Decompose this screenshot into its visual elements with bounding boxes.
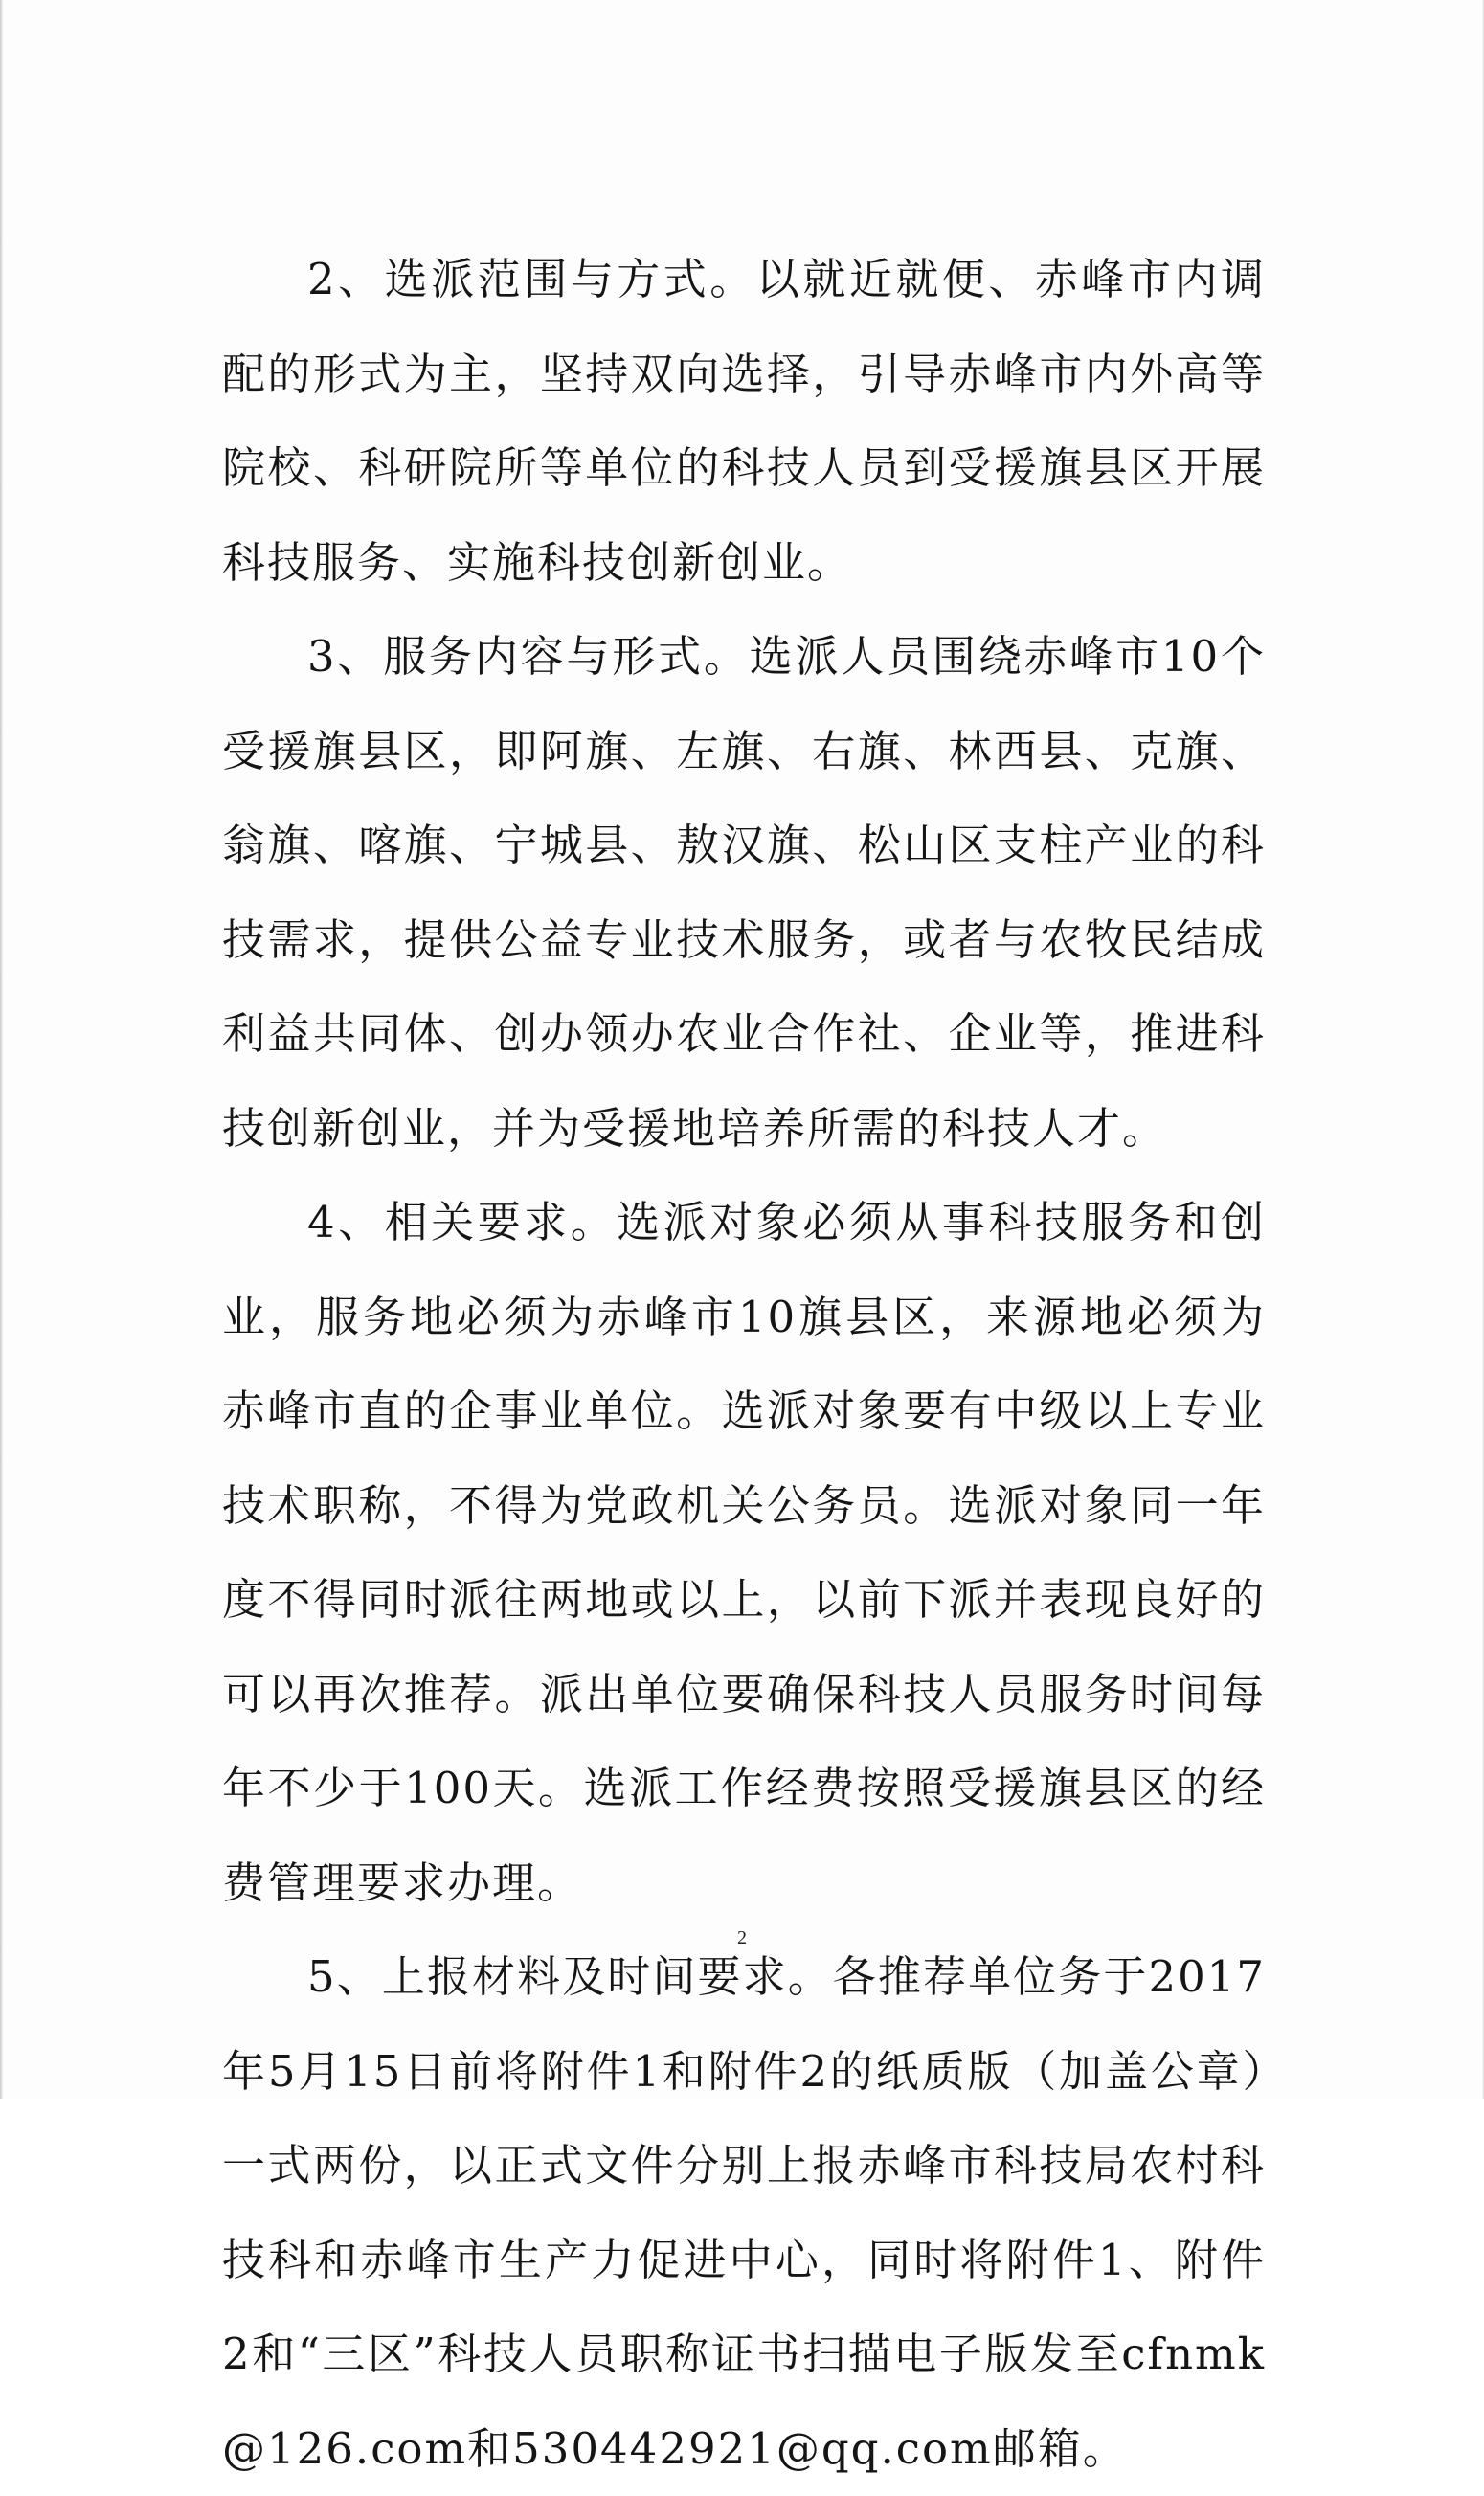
- paragraph-submission: 5、上报材料及时间要求。各推荐单位务于2017年5月15日前将附件1和附件2的纸质版（加盖公章）一式两份，以正式文件分别上报赤峰市科技局农村科技科和赤峰市生产力促进中心，同时将附件1、附件2和“三区”科技人员职称证书扫描电子版发至cfnmk@126.com和530442921@qq.com邮箱。: [222, 1951, 1266, 2474]
- paragraph-selection-scope: 2、选派范围与方式。以就近就便、赤峰市内调配的形式为主，坚持双向选择，引导赤峰市内外高等院校、科研院所等单位的科技人员到受援旗县区开展科技服务、实施科技创新创业。: [222, 254, 1266, 588]
- paragraph-requirements: 4、相关要求。选派对象必须从事科技服务和创业，服务地必须为赤峰市10旗县区，来源地必须为赤峰市直的企事业单位。选派对象要有中级以上专业技术职称，不得为党政机关公务员。选派对象同一年度不得同时派往两地或以上，以前下派并表现良好的可以再次推荐。派出单位要确保科技人员服务时间每年不少于100天。选派工作经费按照受援旗县区的经费管理要求办理。: [222, 1197, 1266, 1908]
- scan-edge-left: [0, 0, 3, 2099]
- page-number: 2: [737, 1927, 747, 1948]
- document-body: [222, 233, 1266, 2496]
- paragraph-service-content: 3、服务内容与形式。选派人员围绕赤峰市10个受援旗县区，即阿旗、左旗、右旗、林西县、克旗、翁旗、喀旗、宁城县、敖汉旗、松山区支柱产业的科技需求，提供公益专业技术服务，或者与农牧民结成利益共同体、创办领办农业合作社、企业等，推进科技创新创业，并为受援地培养所需的科技人才。: [222, 631, 1266, 1154]
